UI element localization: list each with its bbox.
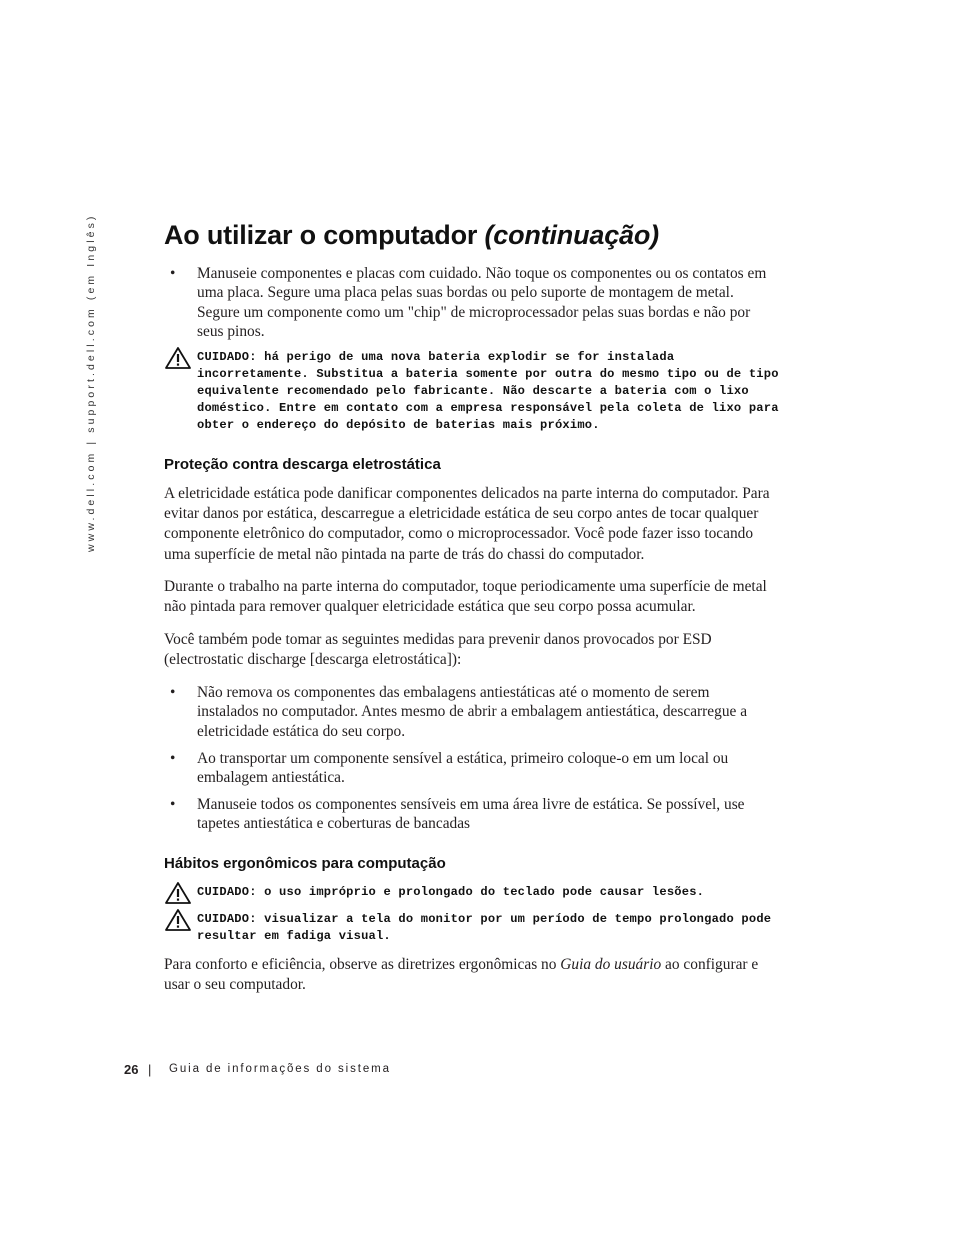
sidebar-url: www.dell.com | support.dell.com (em Inglês): [85, 213, 97, 552]
esd-heading: Proteção contra descarga eletrostática: [164, 456, 441, 473]
user-guide-reference: Guia do usuário: [560, 956, 662, 973]
caution-monitor: [164, 911, 779, 945]
title-continuation: (continuação): [484, 220, 659, 250]
bullet-glyph: •: [170, 796, 176, 813]
esd-section: [164, 484, 774, 565]
esd-bullet-list-2: [164, 749, 774, 788]
warning-triangle-icon: [164, 881, 192, 905]
bullet-glyph: •: [170, 265, 176, 282]
caution-battery: [164, 349, 779, 434]
esd-paragraph-1: A eletricidade estática pode danificar componentes delicados na parte interna do computador. Para evitar danos por estática, descarregue a eletricidade estática de seu corpo antes de tocar qualquer componente eletrônico do computador, como o microprocessador. Você pode fazer isso tocando uma superfície de metal não pintada na parte de trás do chassi do computador.: [164, 485, 770, 563]
esd-section-3: [164, 630, 774, 670]
esd-section-2: [164, 577, 774, 617]
esd-paragraph-2: Durante o trabalho na parte interna do computador, toque periodicamente uma superfície de metal não pintada para remover qualquer eletricidade estática que seu corpo possa acumular.: [164, 578, 767, 616]
intro-bullet-list: [164, 264, 774, 341]
caution-label: CUIDADO:: [197, 912, 257, 926]
caution-keyboard: [164, 884, 779, 901]
page-number: 26: [124, 1062, 139, 1077]
caution-text: visualizar a tela do monitor por um período de tempo prolongado pode resultar em fadiga visual.: [197, 912, 772, 943]
bullet-glyph: •: [170, 684, 176, 701]
caution-label: CUIDADO:: [197, 350, 257, 364]
list-item: • Ao transportar um componente sensível a estática, primeiro coloque-o em um local ou embalagem antiestática.: [170, 750, 729, 787]
title-main: Ao utilizar o computador: [164, 220, 485, 250]
caution-text: há perigo de uma nova bateria explodir se for instalada incorretamente. Substitua a bateria somente por outra do mesmo tipo ou de tipo equivalente recomendado pelo fabricante. Não descarte a bateria com o lixo doméstico. Entre em contato com a empresa responsável pela coleta de lixo para obter o endereço do depósito de baterias mais próximo.: [197, 350, 779, 432]
warning-triangle-icon: [164, 908, 192, 932]
footer-separator: |: [148, 1062, 152, 1077]
footer-doc-title: Guia de informações do sistema: [169, 1063, 391, 1075]
page-title: [164, 220, 659, 251]
list-item: • Manuseie todos os componentes sensíveis em uma área livre de estática. Se possível, use tapetes antiestática e coberturas de bancadas: [170, 796, 745, 833]
esd-bullet-list-3: [164, 795, 774, 834]
caution-label: CUIDADO:: [197, 885, 257, 899]
ergonomics-paragraph: Para conforto e eficiência, observe as diretrizes ergonômicas no Guia do usuário ao configurar e usar o seu computador.: [164, 956, 759, 994]
warning-triangle-icon: [164, 346, 192, 370]
list-item: • Manuseie componentes e placas com cuidado. Não toque os componentes ou os contatos em uma placa. Segure uma placa pelas suas bordas ou pelo suporte de montagem de metal. Segure um componente como um "chip" de microprocessador pelas suas bordas e não por seus pinos.: [170, 265, 767, 340]
bullet-glyph: •: [170, 750, 176, 767]
caution-text: o uso impróprio e prolongado do teclado pode causar lesões.: [256, 885, 705, 899]
esd-paragraph-3: Você também pode tomar as seguintes medidas para prevenir danos provocados por ESD (electrostatic discharge [descarga eletrostática]):: [164, 631, 712, 669]
ergonomics-heading: Hábitos ergonômicos para computação: [164, 855, 446, 872]
list-item: • Não remova os componentes das embalagens antiestáticas até o momento de serem instalados no computador. Antes mesmo de abrir a embalagem antiestática, descarregue a eletricidade estática do seu corpo.: [170, 684, 748, 740]
esd-bullet-list: [164, 683, 774, 741]
